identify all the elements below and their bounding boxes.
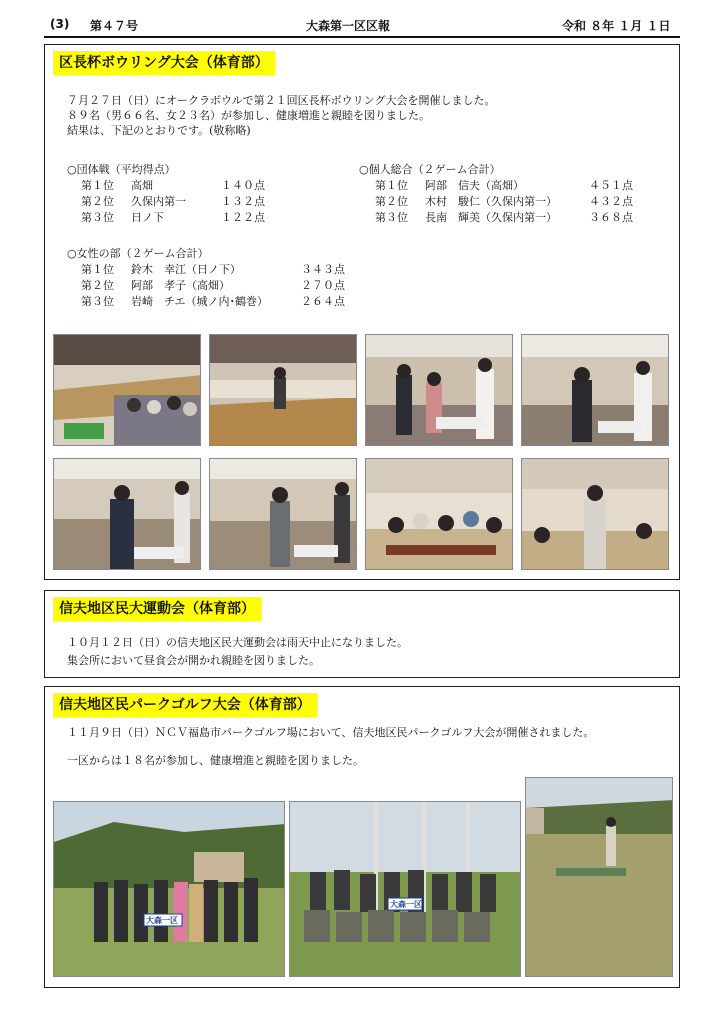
individual-results-heading: ○個人総合（２ゲーム合計） xyxy=(359,163,501,176)
park-golf-title: 信夫地区民パークゴルフ大会（体育部） xyxy=(53,693,317,717)
bowling-intro-line-2: ８９名（男６６名、女２３名）が参加し、健康増進と親睦を図りました。 xyxy=(67,109,430,122)
rank: 第３位 xyxy=(81,295,114,308)
park-golf-section xyxy=(44,686,680,988)
rank: 第１位 xyxy=(81,179,114,192)
sports-day-line-2: 集会所において昼食会が開かれ親睦を図りました。 xyxy=(67,654,320,667)
team-results-heading: ○団体戦（平均得点） xyxy=(67,163,176,176)
score: ４３２点 xyxy=(589,195,633,208)
bowling-section xyxy=(44,44,680,580)
team-name: 久保内第一 xyxy=(131,195,186,208)
bowling-photo-award-1 xyxy=(365,334,513,446)
rank: 第２位 xyxy=(81,195,114,208)
header-rule xyxy=(44,36,680,38)
rank: 第３位 xyxy=(81,211,114,224)
park-golf-line-2: 一区からは１８名が参加し、健康増進と親睦を図りました。 xyxy=(67,754,364,767)
team-name: 日ノ下 xyxy=(131,211,164,224)
newsletter-name: 大森第一区区報 xyxy=(306,19,391,33)
park-golf-photo-group-seated xyxy=(289,801,521,977)
page-number: (3) xyxy=(50,17,70,31)
player-name: 長南 輝美（久保内第一） xyxy=(425,211,557,224)
player-name: 阿部 孝子（高畑） xyxy=(131,279,230,292)
bowling-photo-award-2 xyxy=(521,334,669,446)
sports-day-section xyxy=(44,590,680,678)
bowling-photo-lanes-audience xyxy=(53,334,201,446)
score: ３４３点 xyxy=(301,263,345,276)
player-name: 木村 駿仁（久保内第一） xyxy=(425,195,557,208)
issue-date: 令和 ８年 １月 １日 xyxy=(562,19,671,33)
bowling-photo-lunch-hall xyxy=(365,458,513,570)
women-results-heading: ○女性の部（２ゲーム合計） xyxy=(67,247,209,260)
group-sign-text: 大森一区 xyxy=(390,900,422,909)
score: １３２点 xyxy=(221,195,265,208)
page-header xyxy=(0,0,724,36)
park-golf-photo-putting xyxy=(525,777,673,977)
bowling-photo-award-4 xyxy=(209,458,357,570)
bowling-photo-award-3 xyxy=(53,458,201,570)
sports-day-line-1: １０月１２日（日）の信夫地区民大運動会は雨天中止になりました。 xyxy=(67,636,408,649)
rank: 第１位 xyxy=(375,179,408,192)
score: ２７０点 xyxy=(301,279,345,292)
rank: 第２位 xyxy=(375,195,408,208)
park-golf-photo-group-standing xyxy=(53,801,285,977)
score: ２６４点 xyxy=(301,295,345,308)
park-golf-line-1: １１月９日（日）ＮＣＶ福島市パークゴルフ場において、信夫地区民パークゴルフ大会が開催されました。 xyxy=(67,726,595,739)
bowling-intro-line-3: 結果は、下記のとおりです。(敬称略) xyxy=(67,124,251,137)
player-name: 鈴木 幸江（日ノ下） xyxy=(131,263,241,276)
score: １４０点 xyxy=(221,179,265,192)
player-name: 阿部 信夫（高畑） xyxy=(425,179,524,192)
rank: 第３位 xyxy=(375,211,408,224)
rank: 第２位 xyxy=(81,279,114,292)
sports-day-title: 信夫地区民大運動会（体育部） xyxy=(53,597,261,621)
rank: 第１位 xyxy=(81,263,114,276)
score: １２２点 xyxy=(221,211,265,224)
bowling-photo-bowler xyxy=(209,334,357,446)
bowling-photo-speech xyxy=(521,458,669,570)
issue-number: 第４７号 xyxy=(90,19,139,33)
group-sign-text: 大森一区 xyxy=(146,916,178,925)
bowling-intro-line-1: ７月２７日（日）にオークラボウルで第２１回区長杯ボウリング大会を開催しました。 xyxy=(67,94,496,107)
score: ４５１点 xyxy=(589,179,633,192)
team-name: 高畑 xyxy=(131,179,153,192)
player-name: 岩崎 チエ（城ノ内･鶴巻） xyxy=(131,295,269,308)
bowling-title: 区長杯ボウリング大会（体育部） xyxy=(53,51,275,75)
score: ３６８点 xyxy=(589,211,633,224)
